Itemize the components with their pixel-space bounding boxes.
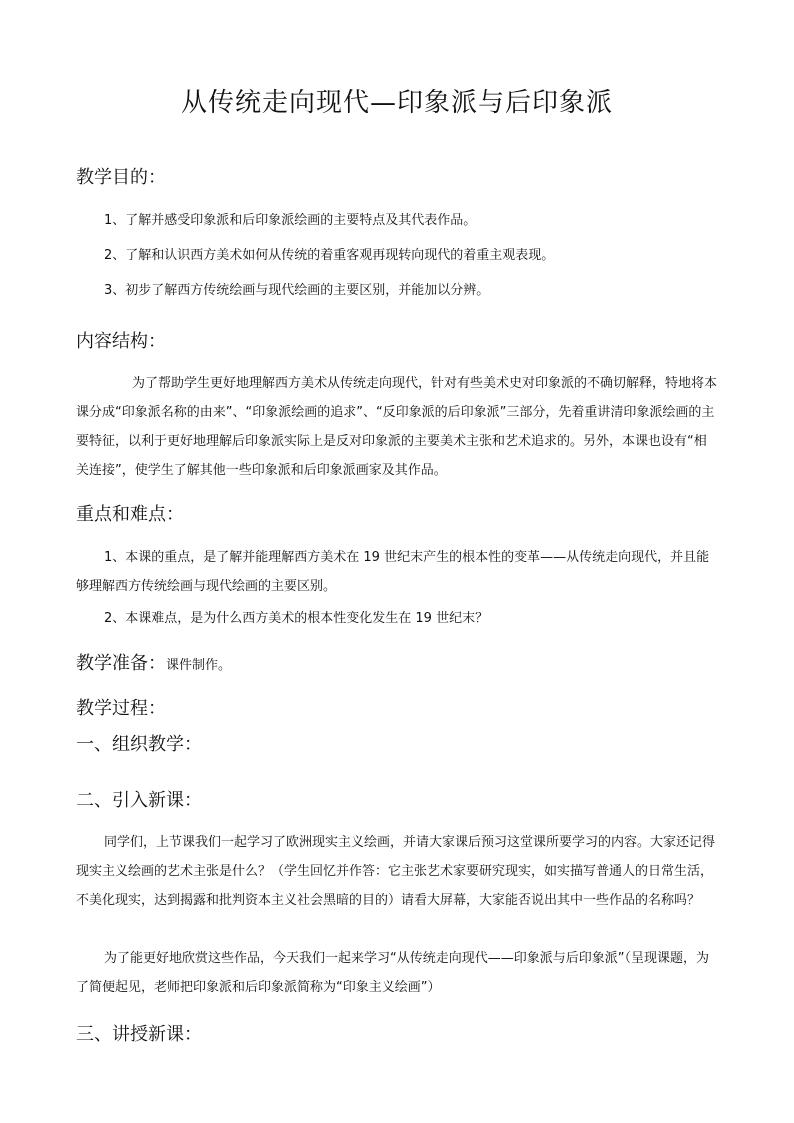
preparation-heading [76,649,231,675]
intro-paragraph-2: 为了能更好地欣赏这些作品，今天我们一起来学习“从传统走向现代——印象派与后印象派”（呈现课题，为了简便起见，老师把印象派和后印象派简称为“印象主义绘画”） [76,951,709,995]
structure-heading: 内容结构： [76,331,166,352]
preparation-label: 教学准备： [76,653,166,674]
objective-item-2: 2、了解和认识西方美术如何从传统的着重客观再现转向现代的着重主观表现。 [104,248,555,263]
process-step-1: 一、组织教学： [76,734,202,755]
key-point-item-2: 2、本课难点，是为什么西方美术的根本性变化发生在 19 世纪末？ [104,611,489,626]
objective-item-1: 1、了解并感受印象派和后印象派绘画的主要特点及其代表作品。 [104,213,477,228]
process-step-2: 二、引入新课： [76,790,202,811]
objectives-heading: 教学目的： [76,167,166,188]
process-heading: 教学过程： [76,698,166,719]
preparation-text: 课件制作。 [166,658,232,673]
key-points-heading: 重点和难点： [76,504,184,525]
page-title: 从传统走向现代—印象派与后印象派 [180,88,613,118]
structure-paragraph: 为了帮助学生更好地理解西方美术从传统走向现代，针对有些美术史对印象派的不确切解释，特地将本课分成“印象派名称的由来”、“印象派绘画的追求”、“反印象派的后印象派”三部分，先着重讲清印象派绘画的主要特征，以利于更好地理解后印象派实际上是反对印象派的主要美术主张和艺术追求的。另外，本课也设有“相关连接”，使学生了解其他一些印象派和后印象派画家及其作品。 [76,376,718,478]
intro-paragraph-1: 同学们，上节课我们一起学习了欧洲现实主义绘画，并请大家课后预习这堂课所要学习的内容。大家还记得现实主义绘画的艺术主张是什么？（学生回忆并作答：它主张艺术家要研究现实，如实描写普通人的日常生活，不美化现实，达到揭露和批判资本主义社会黑暗的目的）请看大屏幕，大家能否说出其中一些作品的名称吗？ [76,835,716,908]
objective-item-3: 3、初步了解西方传统绘画与现代绘画的主要区别，并能加以分辨。 [104,283,490,298]
process-step-3: 三、讲授新课： [76,1024,202,1045]
key-point-item-1: 1、本课的重点，是了解并能理解西方美术在 19 世纪末产生的根本性的变革——从传统走向现代，并且能够理解西方传统绘画与现代绘画的主要区别。 [76,550,710,594]
